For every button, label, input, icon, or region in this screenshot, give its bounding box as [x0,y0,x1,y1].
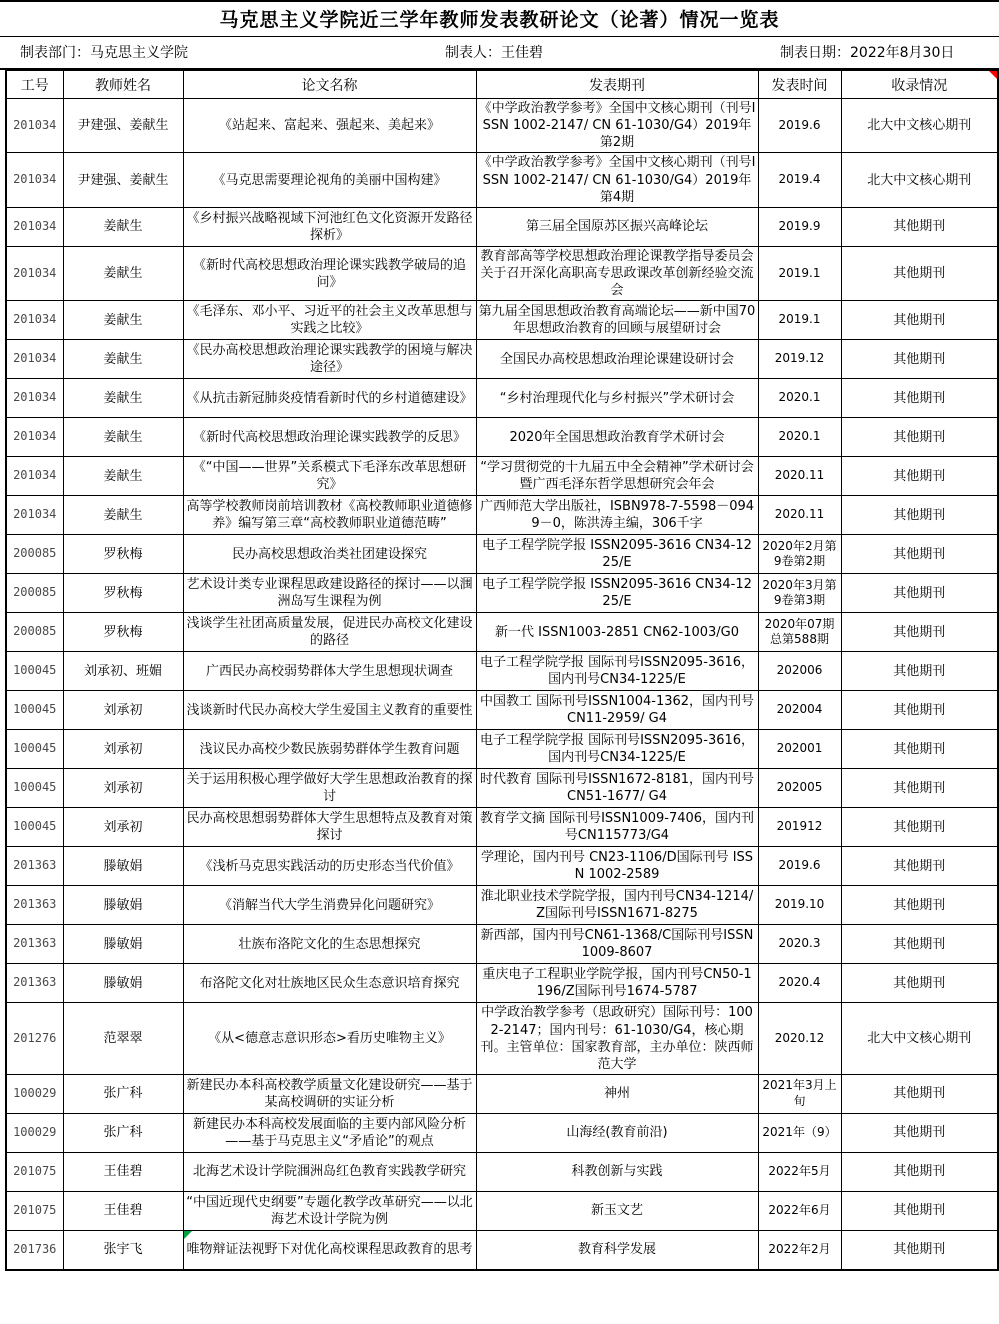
column-header-teacher-name: 教师姓名 [63,71,183,99]
journal-cell: 中学政治教学参考（思政研究）国际刊号：1002-2147；国内刊号：61-1030/G4，核心期刊。主管单位：国家教育部，主办单位：陕西师范大学 [476,1003,758,1075]
table-row [6,246,998,300]
publish-time-cell: 2020.12 [758,1003,841,1075]
job-number-cell: 201034 [6,207,63,246]
table-row [6,808,998,847]
job-number-cell: 201363 [6,847,63,886]
paper-title-cell: 《毛泽东、邓小平、习近平的社会主义改革思想与实践之比较》 [183,301,476,340]
index-status-cell: 其他期刊 [841,730,998,769]
table-row [6,496,998,535]
journal-cell: 神州 [476,1075,758,1114]
job-number-cell: 100029 [6,1114,63,1153]
teacher-name-cell: 张广科 [63,1075,183,1114]
index-status-cell: 其他期刊 [841,652,998,691]
table-row [6,847,998,886]
paper-title-cell: 《新时代高校思想政治理论课实践教学的反思》 [183,418,476,457]
paper-title-cell: “中国近现代史纲要”专题化教学改革研究——以北海艺术设计学院为例 [183,1192,476,1231]
index-status-cell: 其他期刊 [841,925,998,964]
publish-time-cell: 2019.4 [758,153,841,207]
journal-cell: 第三届全国原苏区振兴高峰论坛 [476,207,758,246]
journal-cell: 电子工程学院学报 ISSN2095-3616 CN34-1225/E [476,574,758,613]
publish-time-cell: 2020.4 [758,964,841,1003]
journal-cell: 教育科学发展 [476,1231,758,1271]
comment-marker-red-icon[interactable] [989,71,997,79]
teacher-name-cell: 刘承初 [63,808,183,847]
teacher-name-cell: 张广科 [63,1114,183,1153]
job-number-cell: 100045 [6,691,63,730]
paper-title-cell: 《“中国——世界”关系模式下毛泽东改革思想研究》 [183,457,476,496]
comment-marker-green-icon[interactable] [184,1231,192,1239]
journal-cell: 山海经(教育前沿) [476,1114,758,1153]
teacher-name-cell: 滕敏娟 [63,886,183,925]
index-status-cell: 其他期刊 [841,207,998,246]
table-row [6,1114,998,1153]
publish-time-cell: 2019.12 [758,340,841,379]
job-number-cell: 200085 [6,574,63,613]
index-status-cell: 其他期刊 [841,1075,998,1114]
publish-time-cell: 2021年（9） [758,1114,841,1153]
job-number-cell: 201363 [6,964,63,1003]
job-number-cell: 201034 [6,418,63,457]
table-row [6,613,998,652]
meta-creator: 制表人：王佳碧 [445,45,543,61]
teacher-name-cell: 罗秋梅 [63,574,183,613]
teacher-name-cell: 王佳碧 [63,1153,183,1192]
publish-time-cell: 2020年07期总第588期 [758,613,841,652]
paper-title-cell: 《消解当代大学生消费异化问题研究》 [183,886,476,925]
teacher-name-cell: 范翠翠 [63,1003,183,1075]
index-status-cell: 其他期刊 [841,886,998,925]
job-number-cell: 201034 [6,99,63,153]
index-status-cell: 其他期刊 [841,418,998,457]
table-row [6,457,998,496]
index-status-cell: 其他期刊 [841,496,998,535]
paper-title-cell: 新建民办本科高校发展面临的主要内部风险分析——基于马克思主义“矛盾论”的观点 [183,1114,476,1153]
journal-cell: 时代教育 国际刊号ISSN1672-8181，国内刊号CN51-1677/ G4 [476,769,758,808]
teacher-name-cell: 姜献生 [63,418,183,457]
journal-cell: “学习贯彻党的十九届五中全会精神”学术研讨会暨广西毛泽东哲学思想研究会年会 [476,457,758,496]
journal-cell: 科教创新与实践 [476,1153,758,1192]
job-number-cell: 100029 [6,1075,63,1114]
paper-title-cell: 唯物辩证法视野下对优化高校课程思政教育的思考 [183,1231,476,1271]
teacher-name-cell: 刘承初 [63,691,183,730]
table-row [6,652,998,691]
paper-title-cell: 浅谈学生社团高质量发展，促进民办高校文化建设的路径 [183,613,476,652]
job-number-cell: 201034 [6,457,63,496]
table-row [6,340,998,379]
publish-time-cell: 2022年2月 [758,1231,841,1271]
teacher-name-cell: 姜献生 [63,301,183,340]
paper-title-cell: 《马克思需要理论视角的美丽中国构建》 [183,153,476,207]
paper-title-cell: 关于运用积极心理学做好大学生思想政治教育的探讨 [183,769,476,808]
teacher-name-cell: 姜献生 [63,379,183,418]
index-status-cell: 其他期刊 [841,769,998,808]
journal-cell: 新玉文艺 [476,1192,758,1231]
teacher-name-cell: 姜献生 [63,207,183,246]
column-header-job-number: 工号 [6,71,63,99]
publish-time-cell: 2020.1 [758,418,841,457]
publish-time-cell: 2022年5月 [758,1153,841,1192]
journal-cell: 全国民办高校思想政治理论课建设研讨会 [476,340,758,379]
index-status-cell: 其他期刊 [841,691,998,730]
journal-cell: 电子工程学院学报 ISSN2095-3616 CN34-1225/E [476,535,758,574]
paper-title-cell: 浅议民办高校少数民族弱势群体学生教育问题 [183,730,476,769]
paper-title-cell: 民办高校思想政治类社团建设探究 [183,535,476,574]
journal-cell: 淮北职业技术学院学报，国内刊号CN34-1214/Z国际刊号ISSN1671-8275 [476,886,758,925]
journal-cell: 《中学政治教学参考》全国中文核心期刊（刊号ISSN 1002-2147/ CN 61-1030/G4）2019年第2期 [476,99,758,153]
table-row [6,730,998,769]
job-number-cell: 201034 [6,153,63,207]
paper-title-cell: 《民办高校思想政治理论课实践教学的困境与解决途径》 [183,340,476,379]
job-number-cell: 100045 [6,769,63,808]
meta-department: 制表部门：马克思主义学院 [20,45,188,61]
publish-time-cell: 2020.1 [758,379,841,418]
table-row [6,964,998,1003]
job-number-cell: 201363 [6,886,63,925]
index-status-cell: 其他期刊 [841,1192,998,1231]
index-status-cell: 其他期刊 [841,1231,998,1271]
table-row [6,1153,998,1192]
meta-row [0,37,999,70]
table-row [6,886,998,925]
publish-time-cell: 2021年3月上旬 [758,1075,841,1114]
paper-title-cell: 高等学校教师岗前培训教材《高校教师职业道德修养》编写第三章“高校教师职业道德范畴” [183,496,476,535]
journal-cell: 第九届全国思想政治教育高端论坛——新中国70年思想政治教育的回顾与展望研讨会 [476,301,758,340]
column-header-index-status: 收录情况 [841,71,998,99]
job-number-cell: 201034 [6,246,63,300]
job-number-cell: 201075 [6,1153,63,1192]
paper-title-cell: 《乡村振兴战略视域下河池红色文化资源开发路径探析》 [183,207,476,246]
job-number-cell: 201034 [6,379,63,418]
job-number-cell: 201363 [6,925,63,964]
teacher-name-cell: 滕敏娟 [63,847,183,886]
index-status-cell: 其他期刊 [841,535,998,574]
teacher-name-cell: 姜献生 [63,340,183,379]
table-row [6,1075,998,1114]
publish-time-cell: 201912 [758,808,841,847]
table-row [6,1003,998,1075]
publish-time-cell: 2019.6 [758,847,841,886]
publish-time-cell: 2020.3 [758,925,841,964]
teacher-name-cell: 尹建强、姜献生 [63,99,183,153]
table-row [6,574,998,613]
paper-title-cell: 《从抗击新冠肺炎疫情看新时代的乡村道德建设》 [183,379,476,418]
journal-cell: 学理论，国内刊号 CN23-1106/D国际刊号 ISSN 1002-2589 [476,847,758,886]
publications-table [5,70,999,1271]
index-status-cell: 其他期刊 [841,379,998,418]
job-number-cell: 200085 [6,535,63,574]
journal-cell: 新西部，国内刊号CN61-1368/C国际刊号ISSN1009-8607 [476,925,758,964]
journal-cell: 电子工程学院学报 国际刊号ISSN2095-3616，国内刊号CN34-1225/E [476,730,758,769]
journal-cell: 教育部高等学校思想政治理论课教学指导委员会关于召开深化高职高专思政课改革创新经验交流会 [476,246,758,300]
table-row [6,769,998,808]
journal-cell: 广西师范大学出版社，ISBN978-7-5598－0949－0，陈洪涛主编，306千字 [476,496,758,535]
table-row [6,99,998,153]
table-row [6,379,998,418]
teacher-name-cell: 刘承初 [63,730,183,769]
journal-cell: 重庆电子工程职业学院学报，国内刊号CN50-1196/Z国际刊号1674-5787 [476,964,758,1003]
table-row [6,153,998,207]
publish-time-cell: 202001 [758,730,841,769]
table-row [6,691,998,730]
index-status-cell: 其他期刊 [841,574,998,613]
index-status-cell: 其他期刊 [841,340,998,379]
paper-title-cell: 《浅析马克思实践活动的历史形态当代价值》 [183,847,476,886]
paper-title-cell: 民办高校思想弱势群体大学生思想特点及教育对策探讨 [183,808,476,847]
paper-title-cell: 北海艺术设计学院涠洲岛红色教育实践教学研究 [183,1153,476,1192]
publish-time-cell: 202005 [758,769,841,808]
index-status-cell: 北大中文核心期刊 [841,99,998,153]
teacher-name-cell: 姜献生 [63,457,183,496]
publish-time-cell: 2019.10 [758,886,841,925]
publish-time-cell: 2020年3月第9卷第3期 [758,574,841,613]
column-header-publish-time: 发表时间 [758,71,841,99]
job-number-cell: 100045 [6,652,63,691]
table-row [6,925,998,964]
paper-title-cell: 艺术设计类专业课程思政建设路径的探讨——以涠洲岛写生课程为例 [183,574,476,613]
teacher-name-cell: 滕敏娟 [63,964,183,1003]
index-status-cell: 其他期刊 [841,1114,998,1153]
publish-time-cell: 2020年2月第9卷第2期 [758,535,841,574]
paper-title-cell: 《从<德意志意识形态>看历史唯物主义》 [183,1003,476,1075]
journal-cell: 2020年全国思想政治教育学术研讨会 [476,418,758,457]
job-number-cell: 100045 [6,730,63,769]
publish-time-cell: 2019.6 [758,99,841,153]
index-status-cell: 其他期刊 [841,246,998,300]
teacher-name-cell: 罗秋梅 [63,535,183,574]
teacher-name-cell: 刘承初、班媚 [63,652,183,691]
publish-time-cell: 2019.9 [758,207,841,246]
job-number-cell: 201276 [6,1003,63,1075]
index-status-cell: 其他期刊 [841,964,998,1003]
paper-title-cell: 广西民办高校弱势群体大学生思想现状调查 [183,652,476,691]
publish-time-cell: 2020.11 [758,496,841,535]
publish-time-cell: 2019.1 [758,301,841,340]
publish-time-cell: 2022年6月 [758,1192,841,1231]
paper-title-cell: 《站起来、富起来、强起来、美起来》 [183,99,476,153]
table-header-row [6,71,998,99]
teacher-name-cell: 刘承初 [63,769,183,808]
teacher-name-cell: 王佳碧 [63,1192,183,1231]
table-row [6,1231,998,1271]
job-number-cell: 201034 [6,340,63,379]
job-number-cell: 201075 [6,1192,63,1231]
job-number-cell: 201034 [6,496,63,535]
meta-date: 制表日期：2022年8月30日 [780,45,955,61]
paper-title-cell: 浅谈新时代民办高校大学生爱国主义教育的重要性 [183,691,476,730]
teacher-name-cell: 罗秋梅 [63,613,183,652]
index-status-cell: 北大中文核心期刊 [841,153,998,207]
table-row [6,535,998,574]
table-row [6,207,998,246]
paper-title-cell: 《新时代高校思想政治理论课实践教学破局的追问》 [183,246,476,300]
journal-cell: 《中学政治教学参考》全国中文核心期刊（刊号ISSN 1002-2147/ CN 61-1030/G4）2019年第4期 [476,153,758,207]
table-row [6,1192,998,1231]
table-row [6,301,998,340]
index-status-cell: 其他期刊 [841,808,998,847]
index-status-cell: 其他期刊 [841,301,998,340]
paper-title-cell: 布洛陀文化对壮族地区民众生态意识培育探究 [183,964,476,1003]
job-number-cell: 100045 [6,808,63,847]
journal-cell: 新一代 ISSN1003-2851 CN62-1003/G0 [476,613,758,652]
job-number-cell: 201034 [6,301,63,340]
index-status-cell: 其他期刊 [841,847,998,886]
page-title: 马克思主义学院近三学年教师发表教研论文（论著）情况一览表 [0,0,999,37]
journal-cell: “乡村治理现代化与乡村振兴”学术研讨会 [476,379,758,418]
publish-time-cell: 2020.11 [758,457,841,496]
journal-cell: 电子工程学院学报 国际刊号ISSN2095-3616，国内刊号CN34-1225/E [476,652,758,691]
journal-cell: 中国教工 国际刊号ISSN1004-1362，国内刊号CN11-2959/ G4 [476,691,758,730]
index-status-cell: 北大中文核心期刊 [841,1003,998,1075]
column-header-journal: 发表期刊 [476,71,758,99]
table-row [6,418,998,457]
publish-time-cell: 202004 [758,691,841,730]
teacher-name-cell: 张宇飞 [63,1231,183,1271]
publish-time-cell: 2019.1 [758,246,841,300]
teacher-name-cell: 尹建强、姜献生 [63,153,183,207]
teacher-name-cell: 滕敏娟 [63,925,183,964]
paper-title-cell: 新建民办本科高校教学质量文化建设研究——基于某高校调研的实证分析 [183,1075,476,1114]
index-status-cell: 其他期刊 [841,613,998,652]
journal-cell: 教育学文摘 国际刊号ISSN1009-7406，国内刊号CN115773/G4 [476,808,758,847]
job-number-cell: 200085 [6,613,63,652]
job-number-cell: 201736 [6,1231,63,1271]
teacher-name-cell: 姜献生 [63,246,183,300]
column-header-paper-title: 论文名称 [183,71,476,99]
index-status-cell: 其他期刊 [841,1153,998,1192]
publish-time-cell: 202006 [758,652,841,691]
index-status-cell: 其他期刊 [841,457,998,496]
teacher-name-cell: 姜献生 [63,496,183,535]
paper-title-cell: 壮族布洛陀文化的生态思想探究 [183,925,476,964]
